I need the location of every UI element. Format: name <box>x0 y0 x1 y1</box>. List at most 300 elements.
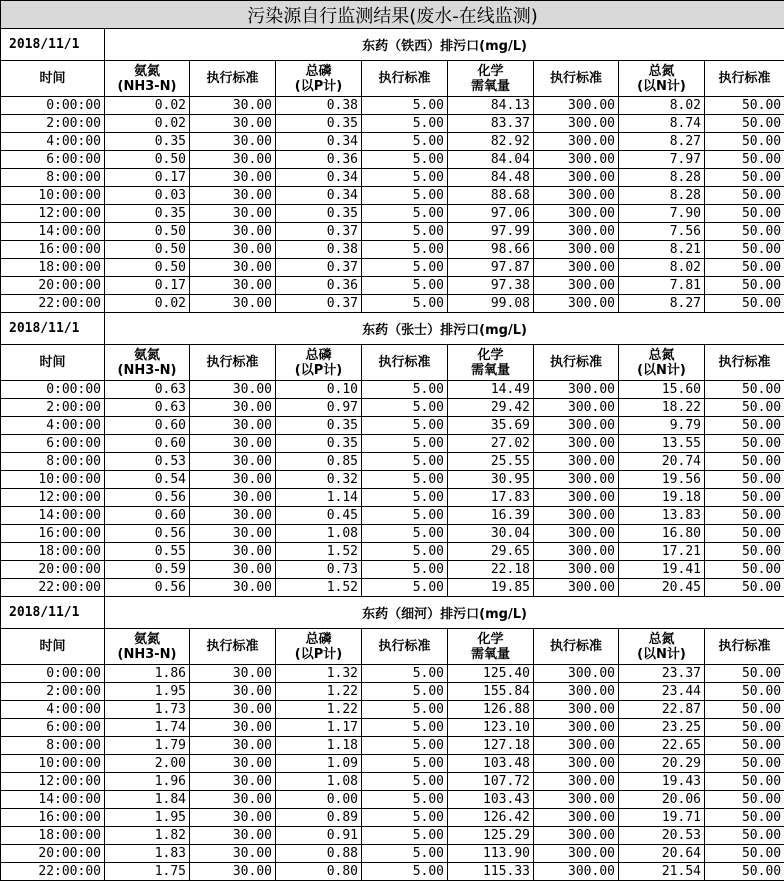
value-cell: 0.36 <box>276 151 362 169</box>
header-standard: 执行标准 <box>534 345 619 381</box>
value-cell: 97.99 <box>448 223 534 241</box>
value-cell: 50.00 <box>705 381 784 399</box>
value-cell: 0.85 <box>276 453 362 471</box>
value-cell: 1.95 <box>105 683 190 701</box>
value-cell: 30.00 <box>190 295 276 313</box>
value-cell: 7.90 <box>619 205 705 223</box>
value-cell: 5.00 <box>362 169 448 187</box>
value-cell: 5.00 <box>362 525 448 543</box>
time-cell: 2:00:00 <box>1 399 105 417</box>
time-cell: 2:00:00 <box>1 115 105 133</box>
table-row <box>1 701 784 719</box>
value-cell: 107.72 <box>448 773 534 791</box>
value-cell: 300.00 <box>534 169 619 187</box>
header-phosphorus: 总磷 (以P计) <box>276 345 362 381</box>
value-cell: 300.00 <box>534 133 619 151</box>
value-cell: 0.38 <box>276 97 362 115</box>
value-cell: 300.00 <box>534 489 619 507</box>
value-cell: 13.83 <box>619 507 705 525</box>
value-cell: 30.04 <box>448 525 534 543</box>
value-cell: 300.00 <box>534 809 619 827</box>
value-cell: 5.00 <box>362 241 448 259</box>
value-cell: 0.50 <box>105 151 190 169</box>
header-cod: 化学 需氧量 <box>448 629 534 665</box>
value-cell: 113.90 <box>448 845 534 863</box>
value-cell: 50.00 <box>705 525 784 543</box>
header-standard: 执行标准 <box>362 61 448 97</box>
time-cell: 20:00:00 <box>1 845 105 863</box>
value-cell: 17.83 <box>448 489 534 507</box>
value-cell: 8.27 <box>619 133 705 151</box>
value-cell: 30.00 <box>190 665 276 683</box>
value-cell: 1.14 <box>276 489 362 507</box>
value-cell: 300.00 <box>534 399 619 417</box>
value-cell: 5.00 <box>362 791 448 809</box>
value-cell: 50.00 <box>705 755 784 773</box>
value-cell: 30.00 <box>190 561 276 579</box>
value-cell: 1.86 <box>105 665 190 683</box>
value-cell: 50.00 <box>705 489 784 507</box>
value-cell: 300.00 <box>534 701 619 719</box>
value-cell: 30.00 <box>190 489 276 507</box>
value-cell: 7.97 <box>619 151 705 169</box>
table-row <box>1 665 784 683</box>
value-cell: 20.06 <box>619 791 705 809</box>
time-cell: 10:00:00 <box>1 187 105 205</box>
value-cell: 0.63 <box>105 381 190 399</box>
value-cell: 0.89 <box>276 809 362 827</box>
value-cell: 5.00 <box>362 737 448 755</box>
header-nitrogen: 总氮 (以N计) <box>619 345 705 381</box>
value-cell: 125.29 <box>448 827 534 845</box>
value-cell: 5.00 <box>362 683 448 701</box>
time-cell: 6:00:00 <box>1 719 105 737</box>
value-cell: 97.87 <box>448 259 534 277</box>
table-row <box>1 205 784 223</box>
value-cell: 8.21 <box>619 241 705 259</box>
value-cell: 30.00 <box>190 863 276 881</box>
value-cell: 1.22 <box>276 683 362 701</box>
value-cell: 0.60 <box>105 417 190 435</box>
table-row <box>1 755 784 773</box>
value-cell: 23.44 <box>619 683 705 701</box>
header-ammonia: 氨氮 (NH3-N) <box>105 345 190 381</box>
header-standard: 执行标准 <box>362 629 448 665</box>
value-cell: 97.06 <box>448 205 534 223</box>
section-outlet-title: 东药（铁西）排污口(mg/L) <box>105 29 784 61</box>
header-nitrogen: 总氮 (以N计) <box>619 629 705 665</box>
time-cell: 12:00:00 <box>1 205 105 223</box>
value-cell: 50.00 <box>705 399 784 417</box>
section-outlet-title: 东药（细河）排污口(mg/L) <box>105 597 784 629</box>
value-cell: 300.00 <box>534 579 619 597</box>
value-cell: 8.28 <box>619 187 705 205</box>
table-row <box>1 471 784 489</box>
value-cell: 20.53 <box>619 827 705 845</box>
value-cell: 5.00 <box>362 579 448 597</box>
value-cell: 30.00 <box>190 133 276 151</box>
time-cell: 20:00:00 <box>1 277 105 295</box>
value-cell: 50.00 <box>705 133 784 151</box>
value-cell: 20.29 <box>619 755 705 773</box>
time-cell: 14:00:00 <box>1 791 105 809</box>
value-cell: 5.00 <box>362 471 448 489</box>
value-cell: 7.56 <box>619 223 705 241</box>
table-row <box>1 579 784 597</box>
value-cell: 1.84 <box>105 791 190 809</box>
time-cell: 18:00:00 <box>1 259 105 277</box>
value-cell: 0.35 <box>276 435 362 453</box>
time-cell: 8:00:00 <box>1 737 105 755</box>
value-cell: 97.38 <box>448 277 534 295</box>
value-cell: 1.18 <box>276 737 362 755</box>
value-cell: 13.55 <box>619 435 705 453</box>
value-cell: 300.00 <box>534 151 619 169</box>
value-cell: 300.00 <box>534 845 619 863</box>
header-phosphorus: 总磷 (以P计) <box>276 629 362 665</box>
value-cell: 1.95 <box>105 809 190 827</box>
time-cell: 16:00:00 <box>1 241 105 259</box>
value-cell: 0.56 <box>105 525 190 543</box>
value-cell: 300.00 <box>534 719 619 737</box>
value-cell: 99.08 <box>448 295 534 313</box>
value-cell: 50.00 <box>705 169 784 187</box>
value-cell: 300.00 <box>534 471 619 489</box>
value-cell: 98.66 <box>448 241 534 259</box>
value-cell: 50.00 <box>705 205 784 223</box>
value-cell: 30.00 <box>190 791 276 809</box>
value-cell: 5.00 <box>362 205 448 223</box>
table-row <box>1 187 784 205</box>
table-row <box>1 525 784 543</box>
value-cell: 50.00 <box>705 115 784 133</box>
header-standard: 执行标准 <box>190 61 276 97</box>
table-row <box>1 277 784 295</box>
value-cell: 0.35 <box>105 133 190 151</box>
value-cell: 50.00 <box>705 471 784 489</box>
value-cell: 103.43 <box>448 791 534 809</box>
value-cell: 5.00 <box>362 277 448 295</box>
table-row <box>1 381 784 399</box>
value-cell: 0.35 <box>276 205 362 223</box>
value-cell: 0.17 <box>105 277 190 295</box>
value-cell: 300.00 <box>534 205 619 223</box>
header-standard: 执行标准 <box>190 345 276 381</box>
value-cell: 5.00 <box>362 435 448 453</box>
value-cell: 30.00 <box>190 507 276 525</box>
value-cell: 50.00 <box>705 259 784 277</box>
value-cell: 0.34 <box>276 133 362 151</box>
table-row <box>1 809 784 827</box>
value-cell: 0.50 <box>105 241 190 259</box>
value-cell: 50.00 <box>705 845 784 863</box>
value-cell: 5.00 <box>362 809 448 827</box>
value-cell: 0.37 <box>276 259 362 277</box>
value-cell: 1.08 <box>276 773 362 791</box>
table-row <box>1 827 784 845</box>
value-cell: 300.00 <box>534 417 619 435</box>
value-cell: 0.53 <box>105 453 190 471</box>
table-row <box>1 399 784 417</box>
time-cell: 8:00:00 <box>1 453 105 471</box>
header-standard: 执行标准 <box>705 345 784 381</box>
table-row <box>1 223 784 241</box>
value-cell: 5.00 <box>362 133 448 151</box>
value-cell: 50.00 <box>705 435 784 453</box>
time-cell: 12:00:00 <box>1 489 105 507</box>
header-cod: 化学 需氧量 <box>448 345 534 381</box>
value-cell: 83.37 <box>448 115 534 133</box>
value-cell: 5.00 <box>362 701 448 719</box>
value-cell: 300.00 <box>534 755 619 773</box>
value-cell: 50.00 <box>705 683 784 701</box>
value-cell: 30.00 <box>190 845 276 863</box>
value-cell: 14.49 <box>448 381 534 399</box>
value-cell: 126.42 <box>448 809 534 827</box>
value-cell: 8.02 <box>619 97 705 115</box>
time-cell: 22:00:00 <box>1 295 105 313</box>
value-cell: 300.00 <box>534 187 619 205</box>
value-cell: 30.95 <box>448 471 534 489</box>
value-cell: 30.00 <box>190 755 276 773</box>
value-cell: 9.79 <box>619 417 705 435</box>
table-row <box>1 169 784 187</box>
value-cell: 8.28 <box>619 169 705 187</box>
value-cell: 50.00 <box>705 579 784 597</box>
value-cell: 0.02 <box>105 295 190 313</box>
table-row <box>1 791 784 809</box>
value-cell: 5.00 <box>362 561 448 579</box>
value-cell: 30.00 <box>190 259 276 277</box>
value-cell: 0.60 <box>105 435 190 453</box>
header-nitrogen: 总氮 (以N计) <box>619 61 705 97</box>
time-cell: 14:00:00 <box>1 223 105 241</box>
value-cell: 0.00 <box>276 791 362 809</box>
value-cell: 5.00 <box>362 489 448 507</box>
sheet-body <box>1 1 784 881</box>
value-cell: 16.80 <box>619 525 705 543</box>
time-cell: 12:00:00 <box>1 773 105 791</box>
section-info-row <box>1 597 784 629</box>
table-row <box>1 241 784 259</box>
column-header-row <box>1 629 784 665</box>
value-cell: 29.65 <box>448 543 534 561</box>
value-cell: 50.00 <box>705 97 784 115</box>
value-cell: 300.00 <box>534 97 619 115</box>
time-cell: 4:00:00 <box>1 417 105 435</box>
value-cell: 0.38 <box>276 241 362 259</box>
value-cell: 0.35 <box>276 115 362 133</box>
section-info-row <box>1 29 784 61</box>
value-cell: 300.00 <box>534 241 619 259</box>
value-cell: 30.00 <box>190 773 276 791</box>
value-cell: 115.33 <box>448 863 534 881</box>
sheet-title: 污染源自行监测结果(废水-在线监测) <box>1 1 784 29</box>
value-cell: 30.00 <box>190 417 276 435</box>
header-time: 时间 <box>1 629 105 665</box>
table-row <box>1 737 784 755</box>
value-cell: 125.40 <box>448 665 534 683</box>
value-cell: 30.00 <box>190 97 276 115</box>
time-cell: 18:00:00 <box>1 827 105 845</box>
value-cell: 1.08 <box>276 525 362 543</box>
time-cell: 10:00:00 <box>1 471 105 489</box>
header-standard: 执行标准 <box>534 61 619 97</box>
value-cell: 300.00 <box>534 737 619 755</box>
value-cell: 2.00 <box>105 755 190 773</box>
column-header-row <box>1 61 784 97</box>
value-cell: 5.00 <box>362 295 448 313</box>
time-cell: 16:00:00 <box>1 809 105 827</box>
value-cell: 30.00 <box>190 187 276 205</box>
time-cell: 4:00:00 <box>1 701 105 719</box>
table-row <box>1 683 784 701</box>
value-cell: 30.00 <box>190 241 276 259</box>
time-cell: 14:00:00 <box>1 507 105 525</box>
value-cell: 30.00 <box>190 525 276 543</box>
value-cell: 300.00 <box>534 277 619 295</box>
value-cell: 8.02 <box>619 259 705 277</box>
value-cell: 5.00 <box>362 187 448 205</box>
value-cell: 0.73 <box>276 561 362 579</box>
value-cell: 300.00 <box>534 435 619 453</box>
value-cell: 50.00 <box>705 701 784 719</box>
value-cell: 5.00 <box>362 115 448 133</box>
value-cell: 50.00 <box>705 543 784 561</box>
value-cell: 0.35 <box>105 205 190 223</box>
table-row <box>1 115 784 133</box>
value-cell: 300.00 <box>534 115 619 133</box>
value-cell: 50.00 <box>705 417 784 435</box>
value-cell: 0.56 <box>105 579 190 597</box>
value-cell: 50.00 <box>705 453 784 471</box>
value-cell: 30.00 <box>190 543 276 561</box>
value-cell: 50.00 <box>705 295 784 313</box>
value-cell: 5.00 <box>362 453 448 471</box>
value-cell: 19.85 <box>448 579 534 597</box>
time-cell: 20:00:00 <box>1 561 105 579</box>
value-cell: 300.00 <box>534 543 619 561</box>
value-cell: 50.00 <box>705 187 784 205</box>
value-cell: 1.32 <box>276 665 362 683</box>
value-cell: 5.00 <box>362 399 448 417</box>
value-cell: 1.73 <box>105 701 190 719</box>
section-outlet-title: 东药（张士）排污口(mg/L) <box>105 313 784 345</box>
time-cell: 16:00:00 <box>1 525 105 543</box>
time-cell: 6:00:00 <box>1 435 105 453</box>
time-cell: 4:00:00 <box>1 133 105 151</box>
value-cell: 17.21 <box>619 543 705 561</box>
value-cell: 0.02 <box>105 97 190 115</box>
value-cell: 5.00 <box>362 863 448 881</box>
value-cell: 22.18 <box>448 561 534 579</box>
value-cell: 23.37 <box>619 665 705 683</box>
table-row <box>1 435 784 453</box>
value-cell: 20.64 <box>619 845 705 863</box>
value-cell: 18.22 <box>619 399 705 417</box>
value-cell: 21.54 <box>619 863 705 881</box>
value-cell: 300.00 <box>534 259 619 277</box>
value-cell: 20.74 <box>619 453 705 471</box>
time-cell: 6:00:00 <box>1 151 105 169</box>
value-cell: 35.69 <box>448 417 534 435</box>
value-cell: 155.84 <box>448 683 534 701</box>
value-cell: 300.00 <box>534 863 619 881</box>
value-cell: 5.00 <box>362 97 448 115</box>
value-cell: 29.42 <box>448 399 534 417</box>
value-cell: 50.00 <box>705 151 784 169</box>
header-standard: 执行标准 <box>705 629 784 665</box>
value-cell: 300.00 <box>534 773 619 791</box>
value-cell: 0.91 <box>276 827 362 845</box>
value-cell: 50.00 <box>705 773 784 791</box>
value-cell: 30.00 <box>190 809 276 827</box>
value-cell: 1.22 <box>276 701 362 719</box>
value-cell: 5.00 <box>362 417 448 435</box>
value-cell: 7.81 <box>619 277 705 295</box>
value-cell: 5.00 <box>362 543 448 561</box>
value-cell: 30.00 <box>190 737 276 755</box>
value-cell: 300.00 <box>534 223 619 241</box>
time-cell: 22:00:00 <box>1 863 105 881</box>
table-row <box>1 453 784 471</box>
value-cell: 30.00 <box>190 471 276 489</box>
value-cell: 0.56 <box>105 489 190 507</box>
value-cell: 50.00 <box>705 719 784 737</box>
value-cell: 0.36 <box>276 277 362 295</box>
value-cell: 0.03 <box>105 187 190 205</box>
value-cell: 5.00 <box>362 827 448 845</box>
value-cell: 50.00 <box>705 241 784 259</box>
value-cell: 1.79 <box>105 737 190 755</box>
value-cell: 50.00 <box>705 561 784 579</box>
value-cell: 30.00 <box>190 399 276 417</box>
header-standard: 执行标准 <box>190 629 276 665</box>
value-cell: 0.10 <box>276 381 362 399</box>
value-cell: 5.00 <box>362 381 448 399</box>
value-cell: 30.00 <box>190 277 276 295</box>
value-cell: 30.00 <box>190 579 276 597</box>
time-cell: 0:00:00 <box>1 97 105 115</box>
value-cell: 30.00 <box>190 151 276 169</box>
value-cell: 5.00 <box>362 845 448 863</box>
value-cell: 5.00 <box>362 755 448 773</box>
time-cell: 10:00:00 <box>1 755 105 773</box>
table-row <box>1 133 784 151</box>
value-cell: 22.65 <box>619 737 705 755</box>
header-time: 时间 <box>1 345 105 381</box>
header-ammonia: 氨氮 (NH3-N) <box>105 61 190 97</box>
value-cell: 30.00 <box>190 701 276 719</box>
value-cell: 300.00 <box>534 561 619 579</box>
table-row <box>1 845 784 863</box>
value-cell: 8.74 <box>619 115 705 133</box>
table-row <box>1 507 784 525</box>
value-cell: 300.00 <box>534 665 619 683</box>
value-cell: 1.09 <box>276 755 362 773</box>
value-cell: 50.00 <box>705 827 784 845</box>
table-row <box>1 561 784 579</box>
header-cod: 化学 需氧量 <box>448 61 534 97</box>
value-cell: 1.96 <box>105 773 190 791</box>
value-cell: 19.71 <box>619 809 705 827</box>
header-phosphorus: 总磷 (以P计) <box>276 61 362 97</box>
value-cell: 0.55 <box>105 543 190 561</box>
value-cell: 127.18 <box>448 737 534 755</box>
value-cell: 30.00 <box>190 827 276 845</box>
value-cell: 22.87 <box>619 701 705 719</box>
value-cell: 0.50 <box>105 223 190 241</box>
